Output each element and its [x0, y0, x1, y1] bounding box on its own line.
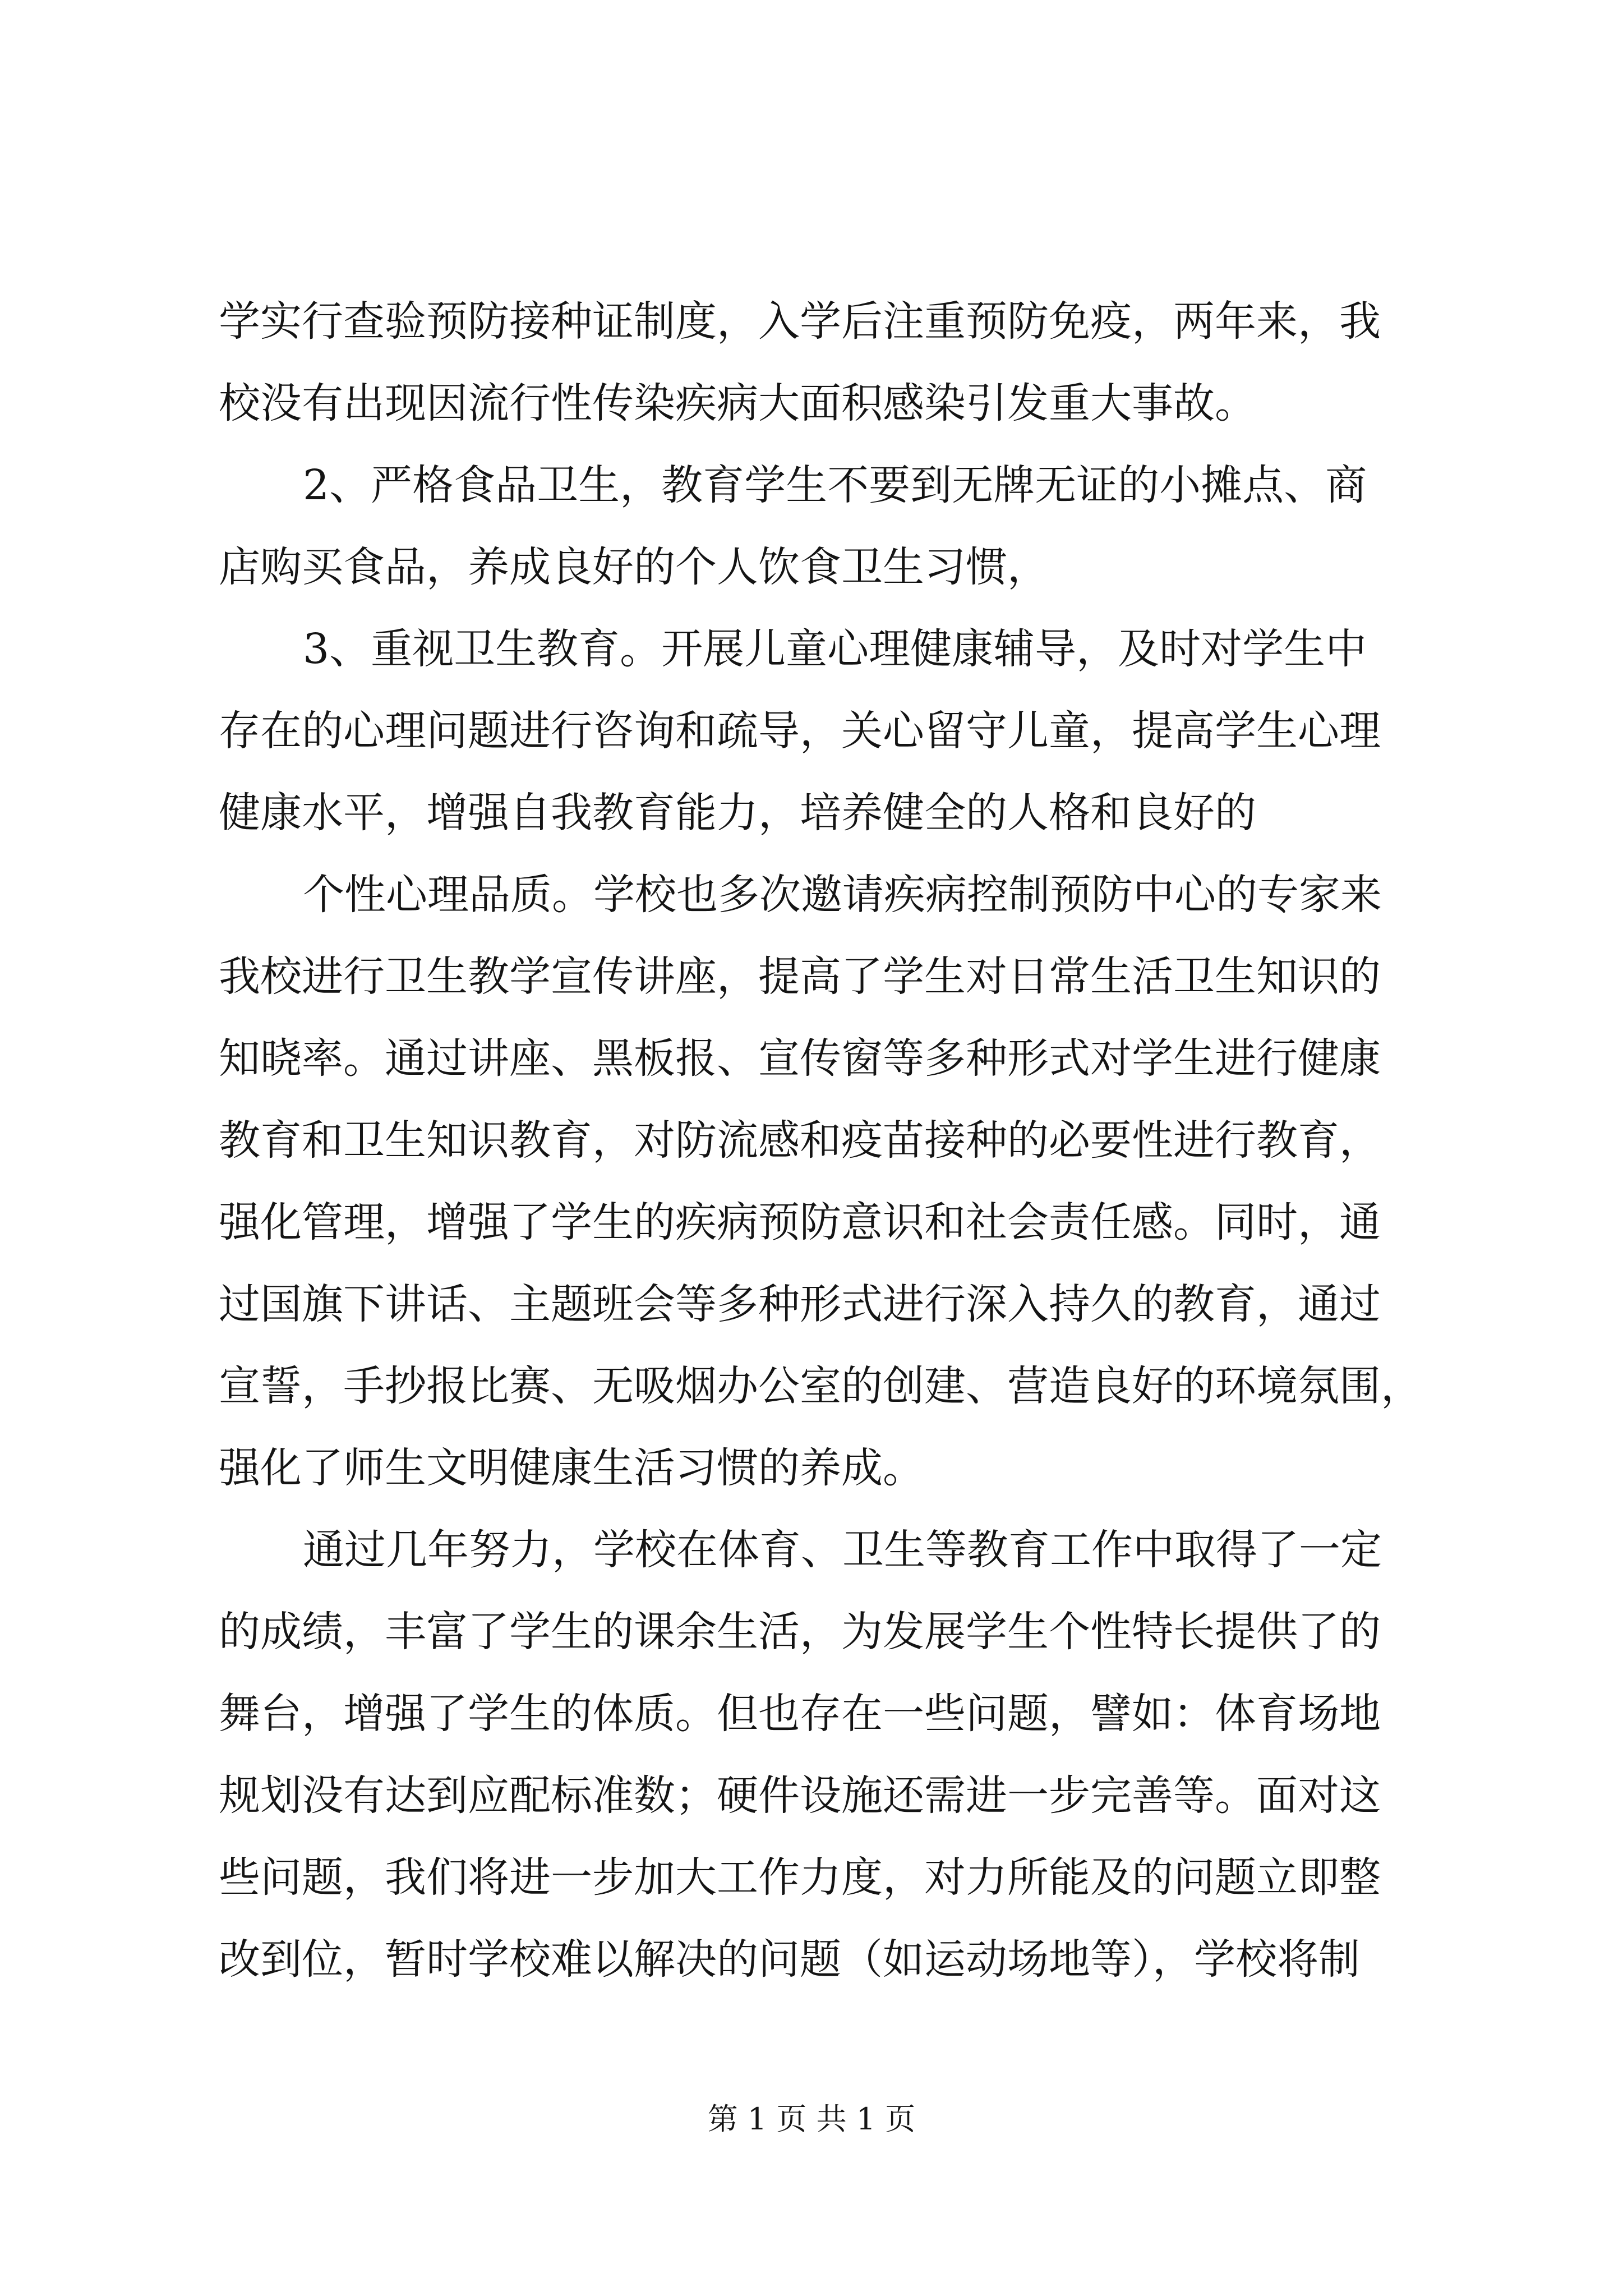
text-line: 店购买食品，养成良好的个人饮食卫生习惯，	[219, 543, 1049, 591]
text-line: 健康水平，增强自我教育能力，培养健全的人格和良好的	[219, 789, 1256, 837]
text-line: 通过几年努力，学校在体育、卫生等教育工作中取得了一定	[303, 1526, 1382, 1574]
text-line: 教育和卫生知识教育，对防流感和疫苗接种的必要性进行教育，	[219, 1116, 1381, 1165]
text-line: 强化了师生文明健康生活习惯的养成。	[219, 1444, 924, 1492]
text-line: 学实行查验预防接种证制度，入学后注重预防免疫，两年来，我	[219, 297, 1381, 346]
page-number-footer: 第 1 页 共 1 页	[707, 2101, 916, 2137]
text-line: 我校进行卫生教学宣传讲座，提高了学生对日常生活卫生知识的	[219, 953, 1381, 1001]
text-line: 的成绩，丰富了学生的课余生活，为发展学生个性特长提供了的	[219, 1608, 1381, 1656]
text-line: 3、重视卫生教育。开展儿童心理健康辅导，及时对学生中	[303, 625, 1367, 673]
text-line: 改到位，暂时学校难以解决的问题（如运动场地等），学校将制	[219, 1935, 1360, 1984]
document-body	[219, 280, 1430, 2000]
text-line: 存在的心理问题进行咨询和疏导，关心留守儿童，提高学生心理	[219, 707, 1381, 755]
text-line: 过国旗下讲话、主题班会等多种形式进行深入持久的教育，通过	[219, 1280, 1381, 1328]
text-line: 个性心理品质。学校也多次邀请疾病控制预防中心的专家来	[303, 871, 1382, 919]
text-line: 2、严格食品卫生，教育学生不要到无牌无证的小摊点、商	[303, 461, 1367, 509]
text-line: 宣誓，手抄报比赛、无吸烟办公室的创建、营造良好的环境氛围，	[219, 1362, 1422, 1410]
text-line: 校没有出现因流行性传染疾病大面积感染引发重大事故。	[219, 379, 1256, 427]
text-line: 知晓率。通过讲座、黑板报、宣传窗等多种形式对学生进行健康	[219, 1034, 1381, 1083]
text-line: 舞台，增强了学生的体质。但也存在一些问题，譬如：体育场地	[219, 1690, 1381, 1738]
text-line: 强化管理，增强了学生的疾病预防意识和社会责任感。同时，通	[219, 1198, 1381, 1246]
text-line: 些问题，我们将进一步加大工作力度，对力所能及的问题立即整	[219, 1853, 1381, 1902]
text-line: 规划没有达到应配标准数；硬件设施还需进一步完善等。面对这	[219, 1772, 1381, 1820]
